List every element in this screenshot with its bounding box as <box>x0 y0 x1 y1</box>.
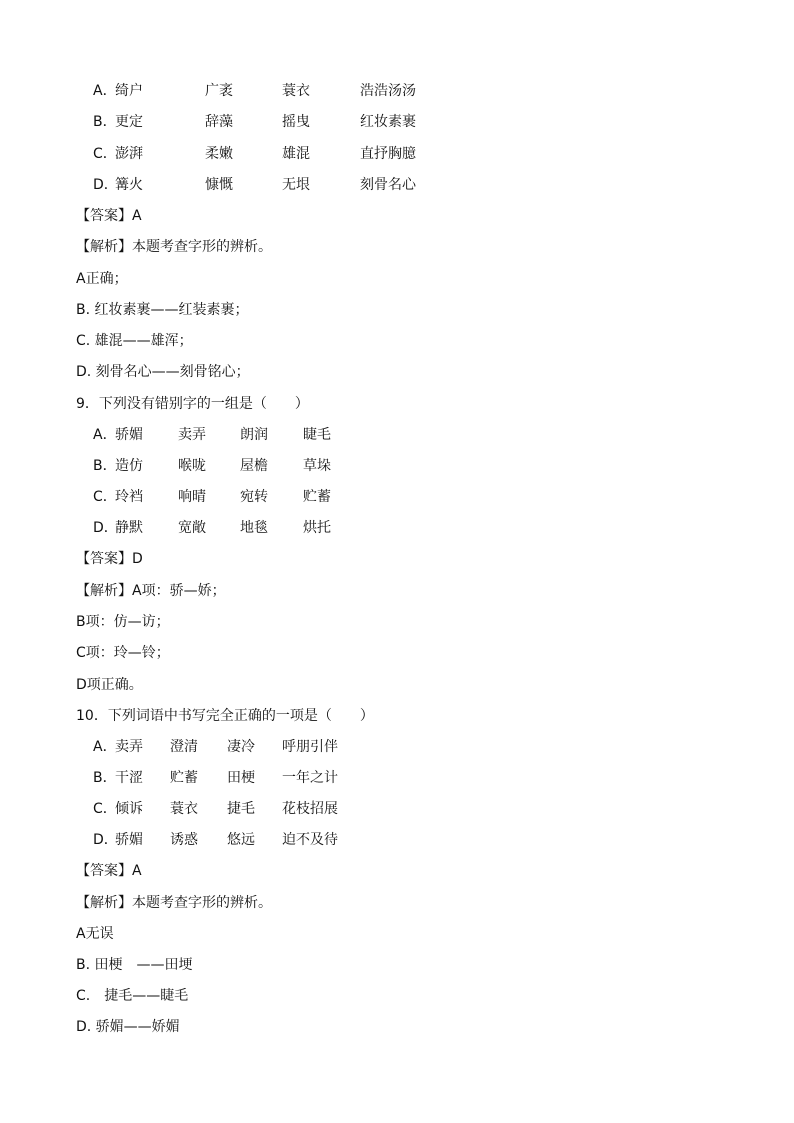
option-word: 诱惑 <box>170 832 198 848</box>
option-word: 卖弄 <box>178 427 206 443</box>
option-key: C． <box>93 146 117 162</box>
option-word: 贮蓄 <box>170 770 198 786</box>
q10-analysis-line: 【解析】本题考查字形的辨析。 <box>76 895 272 911</box>
option-word: 卖弄 <box>115 739 143 755</box>
option-word: 凄冷 <box>227 739 255 755</box>
option-word: 烘托 <box>303 520 331 536</box>
q10-analysis-line: B. 田梗 ——田埂 <box>76 957 193 973</box>
q8-analysis-line: 【解析】本题考查字形的辨析。 <box>76 239 272 255</box>
option-word: 喉咙 <box>178 458 206 474</box>
q8-analysis-line: D. 刻骨名心——刻骨铭心； <box>76 364 250 380</box>
q8-analysis-line: C. 雄混——雄浑； <box>76 333 193 349</box>
q8-analysis-line: B. 红妆素裹——红装素裹； <box>76 302 249 318</box>
q8-answer: 【答案】A <box>76 208 142 224</box>
option-word: 骄媚 <box>115 832 143 848</box>
option-word: 悠远 <box>227 832 255 848</box>
option-key: D． <box>93 832 118 848</box>
option-word: 草垛 <box>303 458 331 474</box>
option-key: A． <box>93 427 117 443</box>
option-word: 屋檐 <box>240 458 268 474</box>
option-word: 刻骨名心 <box>360 177 416 193</box>
option-word: 倾诉 <box>115 801 143 817</box>
option-key: C． <box>93 801 117 817</box>
option-word: 澎湃 <box>115 146 143 162</box>
option-word: 呼朋引伴 <box>282 739 338 755</box>
q9-analysis-line: B项：仿—访； <box>76 614 170 630</box>
option-word: 响晴 <box>178 489 206 505</box>
option-key: B． <box>93 770 117 786</box>
q9-question: 9．下列没有错别字的一组是（ ） <box>76 396 309 412</box>
option-word: 红妆素裹 <box>360 114 416 130</box>
option-word: 蓑衣 <box>282 83 310 99</box>
option-key: C． <box>93 489 117 505</box>
option-word: 睫毛 <box>303 427 331 443</box>
option-word: 宛转 <box>240 489 268 505</box>
option-word: 干涩 <box>115 770 143 786</box>
option-word: 朗润 <box>240 427 268 443</box>
option-word: 贮蓄 <box>303 489 331 505</box>
option-key: B． <box>93 458 117 474</box>
option-word: 花枝招展 <box>282 801 338 817</box>
option-word: 无垠 <box>282 177 310 193</box>
option-word: 篝火 <box>115 177 143 193</box>
option-word: 雄混 <box>282 146 310 162</box>
option-word: 蓑衣 <box>170 801 198 817</box>
option-word: 捷毛 <box>227 801 255 817</box>
q10-answer: 【答案】A <box>76 863 142 879</box>
option-word: 浩浩汤汤 <box>360 83 416 99</box>
option-word: 宽敞 <box>178 520 206 536</box>
option-word: 静默 <box>115 520 143 536</box>
option-word: 广袤 <box>205 83 233 99</box>
option-word: 辞藻 <box>205 114 233 130</box>
option-word: 骄媚 <box>115 427 143 443</box>
option-word: 摇曳 <box>282 114 310 130</box>
q9-analysis-line: D项正确。 <box>76 677 143 693</box>
option-key: B． <box>93 114 117 130</box>
q10-analysis-line: C. 捷毛——睫毛 <box>76 988 189 1004</box>
q9-analysis-line: C项：玲—铃； <box>76 645 170 661</box>
q9-answer: 【答案】D <box>76 551 143 567</box>
option-key: D． <box>93 520 118 536</box>
option-word: 地毯 <box>240 520 268 536</box>
option-key: D． <box>93 177 118 193</box>
option-word: 玲裆 <box>115 489 143 505</box>
option-word: 迫不及待 <box>282 832 338 848</box>
option-word: 一年之计 <box>282 770 338 786</box>
option-word: 澄清 <box>170 739 198 755</box>
option-word: 慷慨 <box>205 177 233 193</box>
option-word: 更定 <box>115 114 143 130</box>
option-word: 绮户 <box>115 83 143 99</box>
q8-analysis-line: A正确； <box>76 271 128 287</box>
option-word: 柔嫩 <box>205 146 233 162</box>
option-word: 造仿 <box>115 458 143 474</box>
q10-analysis-line: A无误 <box>76 926 114 942</box>
q9-analysis-line: 【解析】A项：骄—娇； <box>76 583 226 599</box>
option-key: A． <box>93 739 117 755</box>
option-word: 直抒胸臆 <box>360 146 416 162</box>
option-key: A． <box>93 83 117 99</box>
q10-question: 10．下列词语中书写完全正确的一项是（ ） <box>76 708 374 724</box>
option-word: 田梗 <box>227 770 255 786</box>
q10-analysis-line: D. 骄媚——娇媚 <box>76 1019 180 1035</box>
